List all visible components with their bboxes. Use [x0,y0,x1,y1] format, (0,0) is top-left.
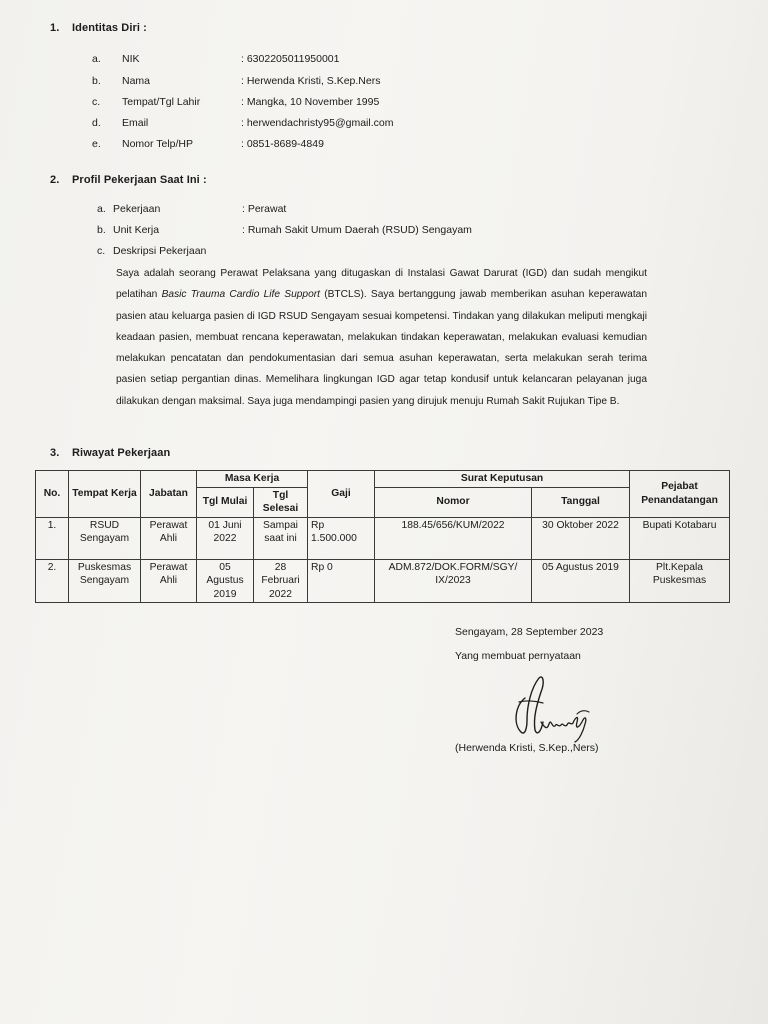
closing-statement: Yang membuat pernyataan [455,650,581,662]
item-value: : Perawat [242,203,287,215]
item-label: Nama [122,75,151,87]
table-row [36,559,730,603]
cell-pejabat: Bupati Kotabaru [630,517,730,559]
cell-no: 1. [36,517,69,559]
handwritten-signature [505,670,595,748]
item-label: Email [122,117,149,129]
item-letter: c. [92,96,101,108]
cell-tempat: RSUD Sengayam [69,517,141,559]
cell-jabatan: Perawat Ahli [141,559,197,603]
item-label: NIK [122,53,140,65]
cell-tanggal: 30 Oktober 2022 [532,517,630,559]
cell-gaji: Rp 0 [308,559,375,603]
section-3-heading: Riwayat Pekerjaan [72,447,171,459]
section-1-number: 1. [50,22,60,34]
cell-jabatan: Perawat Ahli [141,517,197,559]
cell-tgl-mulai: 05 Agustus 2019 [197,559,254,603]
header-surat-keputusan: Surat Keputusan [375,471,630,488]
section-2-title [50,174,207,186]
header-no: No. [36,471,69,518]
cell-pejabat: Plt.Kepala Puskesmas [630,559,730,603]
desc-text-2: (BTCLS). Saya bertanggung jawab memberikan asuhan keperawatan pasien atau keluarga pasien di IGD RSUD Sengayam sesuai kompetensi. Tindakan yang dilakukan meliputi mengkaji keadaan pasien, membuat rencana keperawatan, melakukan tindakan keperawatan, melakukan evaluasi kemudian melakukan pencatatan dan pendokumentasian dari semua asuhan keperawatan, serta melakukan serah terima pasien setiap pergantian dinas. Memelihara lingkungan IGD agar tetap kondusif untuk kelancaran pelayanan juga dilakukan dengan maksimal. Saya juga mendampingi pasien yang dirujuk menuju Rumah Sakit Rujukan Tipe B. [116,289,647,407]
header-tempat-kerja: Tempat Kerja [69,471,141,518]
item-letter: b. [92,75,101,87]
item-letter: e. [92,138,101,150]
header-pejabat: Pejabat Penandatangan [630,471,730,518]
item-label: Pekerjaan [113,203,161,215]
item-value: : 0851-8689-4849 [241,138,324,150]
item-value: : Rumah Sakit Umum Daerah (RSUD) Sengayam [242,224,472,236]
item-letter: d. [92,117,101,129]
item-value: : Mangka, 10 November 1995 [241,96,380,108]
cell-tanggal: 05 Agustus 2019 [532,559,630,603]
item-value: : Herwenda Kristi, S.Kep.Ners [241,75,381,87]
work-history-table [35,470,730,603]
item-letter: a. [97,203,106,215]
item-letter: c. [97,245,106,257]
cell-tgl-selesai: 28 Februari 2022 [254,559,308,603]
item-value: : herwendachristy95@gmail.com [241,117,394,129]
item-letter: a. [92,53,101,65]
section-2-number: 2. [50,174,60,186]
closing-place-date: Sengayam, 28 September 2023 [455,626,604,638]
section-1-heading: Identitas Diri : [72,22,147,34]
section-3-number: 3. [50,447,60,459]
header-nomor: Nomor [375,487,532,517]
section-3-title [50,447,170,459]
item-label: Nomor Telp/HP [122,138,193,150]
header-gaji: Gaji [308,471,375,518]
desc-training-name: Basic Trauma Cardio Life Support [161,289,320,301]
header-masa-kerja: Masa Kerja [197,471,308,488]
section-2-heading: Profil Pekerjaan Saat Ini : [72,174,207,186]
section-1-title [50,22,147,34]
item-letter: b. [97,224,106,236]
table-row [36,517,730,559]
header-tgl-selesai: Tgl Selesai [254,487,308,517]
cell-tgl-mulai: 01 Juni 2022 [197,517,254,559]
cell-nomor: ADM.872/DOK.FORM/SGY/ IX/2023 [375,559,532,603]
cell-tgl-selesai: Sampai saat ini [254,517,308,559]
header-jabatan: Jabatan [141,471,197,518]
item-label: Unit Kerja [113,224,160,236]
item-label: Deskripsi Pekerjaan [113,245,207,257]
cell-gaji: Rp 1.500.000 [308,517,375,559]
item-label: Tempat/Tgl Lahir [122,96,201,108]
cell-tempat: Puskesmas Sengayam [69,559,141,603]
signer-name: (Herwenda Kristi, S.Kep.,Ners) [455,742,599,754]
header-tgl-mulai: Tgl Mulai [197,487,254,517]
item-value: : 6302205011950001 [241,53,340,65]
job-description-paragraph [116,263,647,412]
cell-nomor: 188.45/656/KUM/2022 [375,517,532,559]
desc-text-1: Saya adalah seorang Perawat Pelaksana yang ditugaskan di Instalasi Gawat Darurat (IGD) dan sudah mengikut pelatihan [116,268,647,301]
cell-no: 2. [36,559,69,603]
header-tanggal: Tanggal [532,487,630,517]
